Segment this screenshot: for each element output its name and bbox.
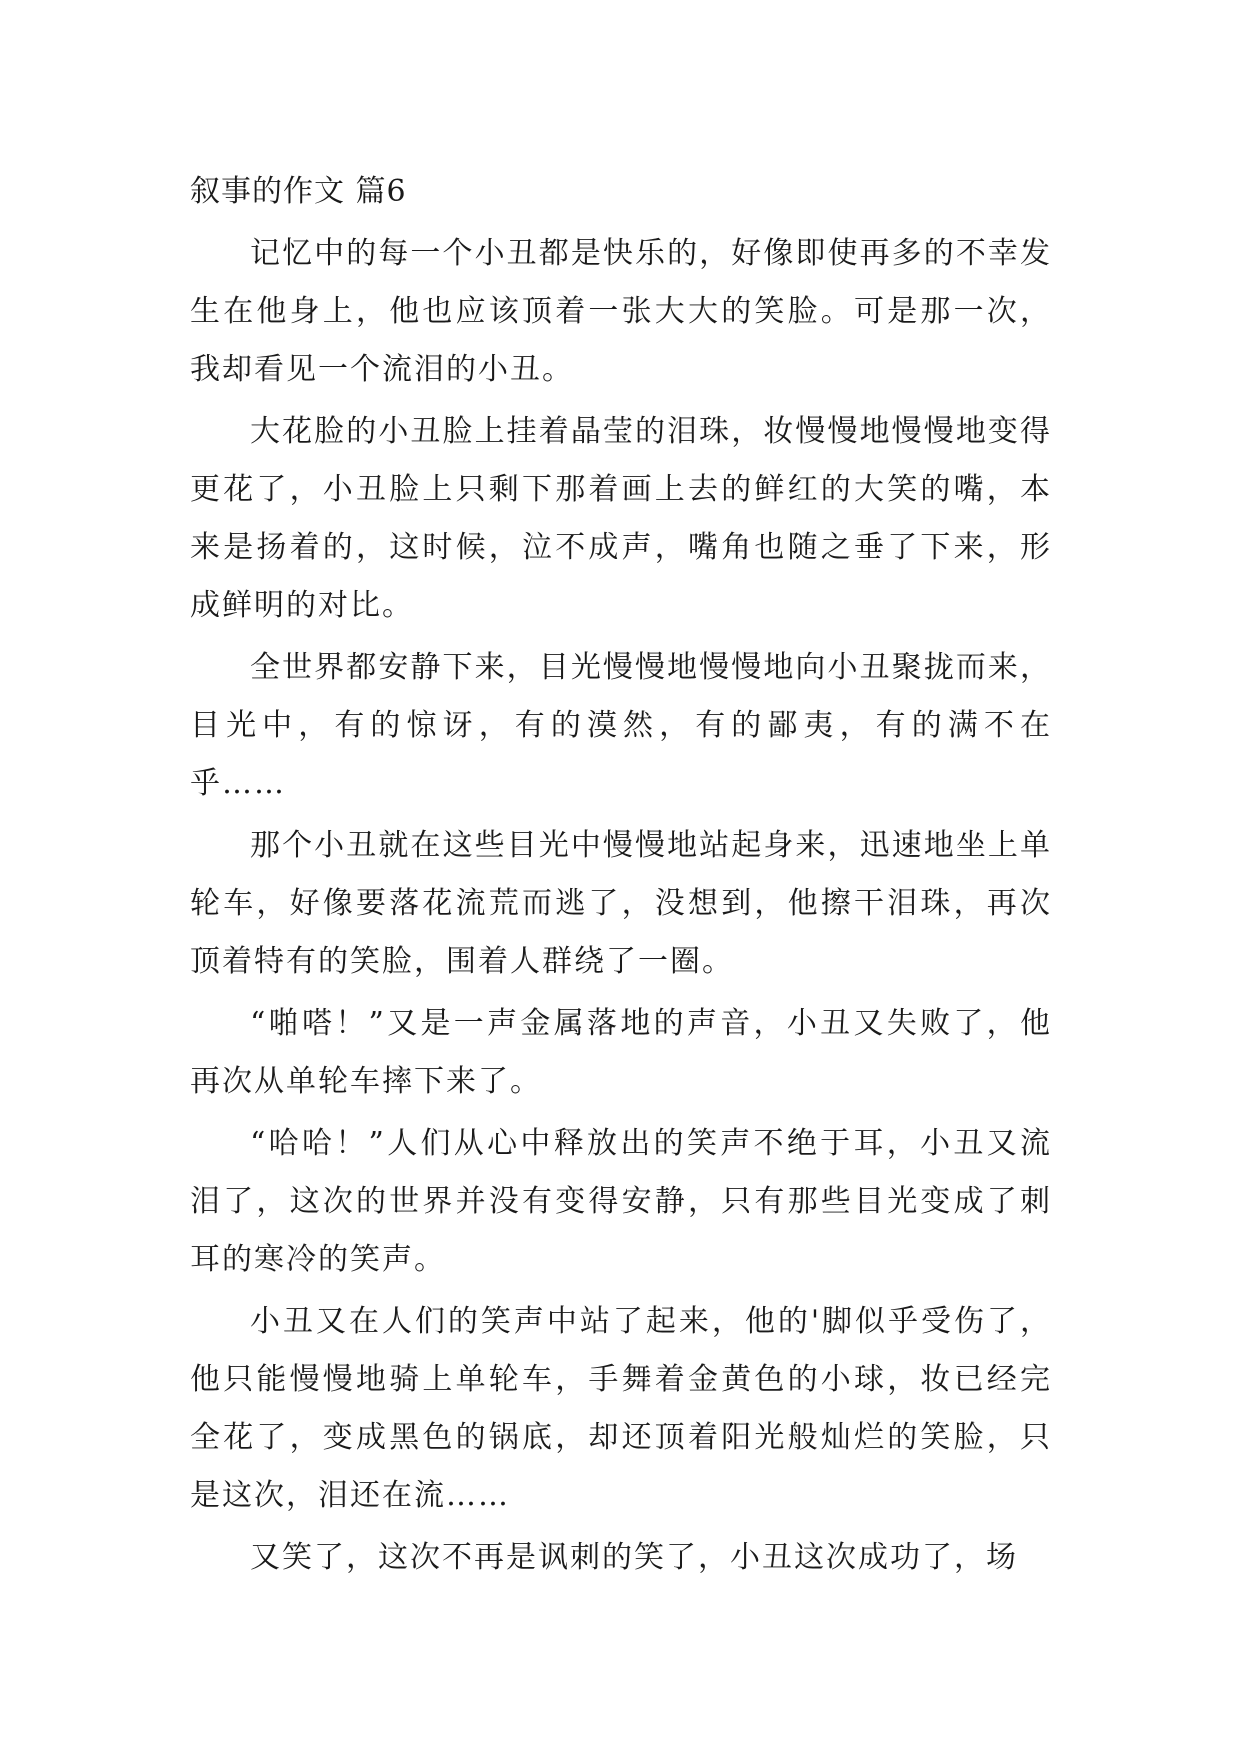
paragraph-6: “哈哈！”人们从心中释放出的笑声不绝于耳，小丑又流泪了，这次的世界并没有变得安静，只有那些目光变成了刺耳的寒冷的笑声。 <box>190 1126 1052 1277</box>
paragraph-8: 又笑了，这次不再是讽刺的笑了，小丑这次成功了，场 <box>250 1540 1018 1575</box>
paragraph-5: “啪嗒！”又是一声金属落地的声音，小丑又失败了，他再次从单轮车摔下来了。 <box>190 1006 1052 1099</box>
paragraph-7: 小丑又在人们的笑声中站了起来，他的'脚似乎受伤了，他只能慢慢地骑上单轮车，手舞着金黄色的小球，妆已经完全花了，变成黑色的锅底，却还顶着阳光般灿烂的笑脸，只是这次，泪还在流…… <box>190 1304 1052 1513</box>
paragraph-4: 那个小丑就在这些目光中慢慢地站起身来，迅速地坐上单轮车，好像要落花流荒而逃了，没想到，他擦干泪珠，再次顶着特有的笑脸，围着人群绕了一圈。 <box>190 828 1052 979</box>
essay-title: 叙事的作文 篇6 <box>190 174 407 209</box>
document-body <box>190 163 1052 1591</box>
paragraph-1: 记忆中的每一个小丑都是快乐的，好像即使再多的不幸发生在他身上，他也应该顶着一张大大的笑脸。可是那一次，我却看见一个流泪的小丑。 <box>190 236 1052 387</box>
paragraph-2: 大花脸的小丑脸上挂着晶莹的泪珠，妆慢慢地慢慢地变得更花了，小丑脸上只剩下那着画上去的鲜红的大笑的嘴，本来是扬着的，这时候，泣不成声，嘴角也随之垂了下来，形成鲜明的对比。 <box>190 414 1052 623</box>
paragraph-3: 全世界都安静下来，目光慢慢地慢慢地向小丑聚拢而来，目光中，有的惊讶，有的漠然，有的鄙夷，有的满不在乎…… <box>190 650 1052 801</box>
